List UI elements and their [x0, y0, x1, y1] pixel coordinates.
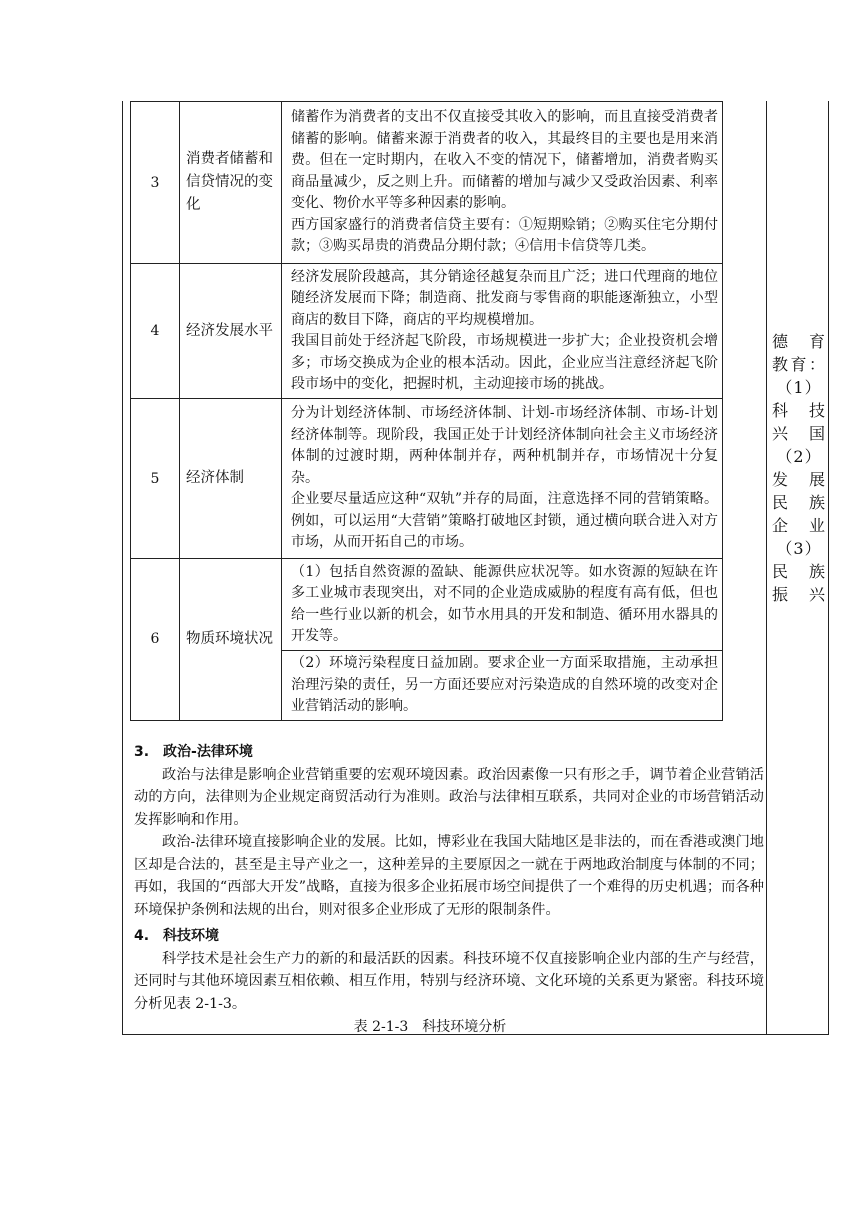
factor-description: （2）环境污染程度日益加剧。要求企业一方面采取措施，主动承担治理污染的责任，另一方面还要应对污染造成的自然环境的改变对企业营销活动的影响。 [282, 651, 723, 721]
body-paragraph: 政治-法律环境直接影响企业的发展。比如，博彩业在我国大陆地区是非法的，而在香港或澳门地区却是合法的，甚至是主导产业之一，这种差异的主要原因之一就在于两地政治制度与体制的不同；再如，我国的“西部大开发”战略，直接为很多企业拓展市场空间提供了一个难得的历史机遇；而各种环境保护条例和法规的出台，则对很多企业形成了无形的限制条件。 [134, 834, 764, 918]
description-paragraph: 企业要尽量适应这种“双轨”并存的局面，注意选择不同的营销策略。例如，可以运用“大营销”策略打破地区封锁，通过横向联合进入对方市场，从而开拓自己的市场。 [291, 491, 718, 551]
section-heading: 3. 政治-法律环境 [134, 744, 253, 760]
side-note-line: （1） [776, 378, 822, 397]
section-political-legal [134, 741, 764, 921]
frame-divider [766, 101, 767, 1035]
factor-description [282, 264, 723, 399]
description-paragraph: 分为计划经济体制、市场经济体制、计划-市场经济体制、市场-计划经济体制等。现阶段，我国正处于计划经济体制向社会主义市场经济体制的过渡时期，两种体制并存，两种机制并存，市场情况十分复杂。 [291, 405, 718, 486]
body-paragraph: 政治与法律是影响企业营销重要的宏观环境因素。政治因素像一只有形之手，调节着企业营销活动的方向，法律则为企业规定商贸活动行为准则。政治与法律相互联系，共同对企业的市场营销活动发挥影响和作用。 [134, 766, 764, 828]
table-row [131, 399, 723, 559]
side-note-line: 民族 [772, 493, 826, 512]
environment-table [130, 101, 723, 721]
section-heading: 4. 科技环境 [134, 928, 220, 944]
table-row [131, 264, 723, 399]
side-note-line: （2） [776, 447, 822, 466]
body-paragraph: 科学技术是社会生产力的新的和最活跃的因素。科技环境不仅直接影响企业内部的生产与经营，还同时与其他环境因素互相依赖、相互作用，特别与经济环境、文化环境的关系更为紧密。科技环境分析见表 2-1-3。 [134, 950, 764, 1012]
frame-right-border [828, 101, 829, 1035]
row-number: 3 [131, 102, 180, 264]
table-row [131, 559, 723, 651]
description-paragraph: 储蓄作为消费者的支出不仅直接受其收入的影响，而且直接受消费者储蓄的影响。储蓄来源于消费者的收入，其最终目的主要也是用来消费。但在一定时期内，在收入不变的情况下，储蓄增加，消费者购买商品量减少，反之则上升。而储蓄的增加与减少又受政治因素、利率变化、物价水平等多种因素的影响。 [291, 109, 718, 212]
moral-education-note [772, 330, 826, 606]
factor-name: 经济发展水平 [180, 264, 282, 399]
side-note-line: 振兴 [772, 585, 826, 604]
side-note-line: 德育 [772, 332, 826, 351]
side-note-line: 兴国 [772, 424, 826, 443]
description-paragraph: 经济发展阶段越高，其分销途径越复杂而且广泛；进口代理商的地位随经济发展而下降；制造商、批发商与零售商的职能逐渐独立，小型商店的数目下降，商店的平均规模增加。 [291, 268, 718, 328]
side-note-line: （3） [776, 539, 822, 558]
side-note-line: 教育： [772, 355, 826, 374]
table-row [131, 102, 723, 264]
side-note-line: 企业 [772, 516, 826, 535]
side-note-line: 科技 [772, 401, 826, 420]
table-caption: 表 2-1-3 科技环境分析 [353, 1019, 507, 1035]
description-paragraph: 西方国家盛行的消费者信贷主要有：①短期赊销；②购买住宅分期付款；③购买昂贵的消费品分期付款；④信用卡信贷等几类。 [291, 216, 718, 255]
row-number: 4 [131, 264, 180, 399]
factor-description [282, 399, 723, 559]
description-paragraph: 我国目前处于经济起飞阶段，市场规模进一步扩大；企业投资机会增多；市场交换成为企业的根本活动。因此，企业应当注意经济起飞阶段市场中的变化，把握时机，主动迎接市场的挑战。 [291, 333, 718, 392]
factor-name: 经济体制 [180, 399, 282, 559]
row-number: 6 [131, 559, 180, 721]
row-number: 5 [131, 399, 180, 559]
factor-name: 消费者储蓄和信贷情况的变化 [180, 102, 282, 264]
side-note-line: 民族 [772, 562, 826, 581]
section-technology [134, 925, 764, 1015]
frame-left-border [122, 101, 123, 1035]
factor-name: 物质环境状况 [180, 559, 282, 721]
side-note-line: 发展 [772, 470, 826, 489]
factor-description [282, 102, 723, 264]
factor-description: （1）包括自然资源的盈缺、能源供应状况等。如水资源的短缺在许多工业城市表现突出，对不同的企业造成威胁的程度有高有低，但也给一些行业以新的机会，如节水用具的开发和制造、循环用水器具的开发等。 [282, 559, 723, 651]
